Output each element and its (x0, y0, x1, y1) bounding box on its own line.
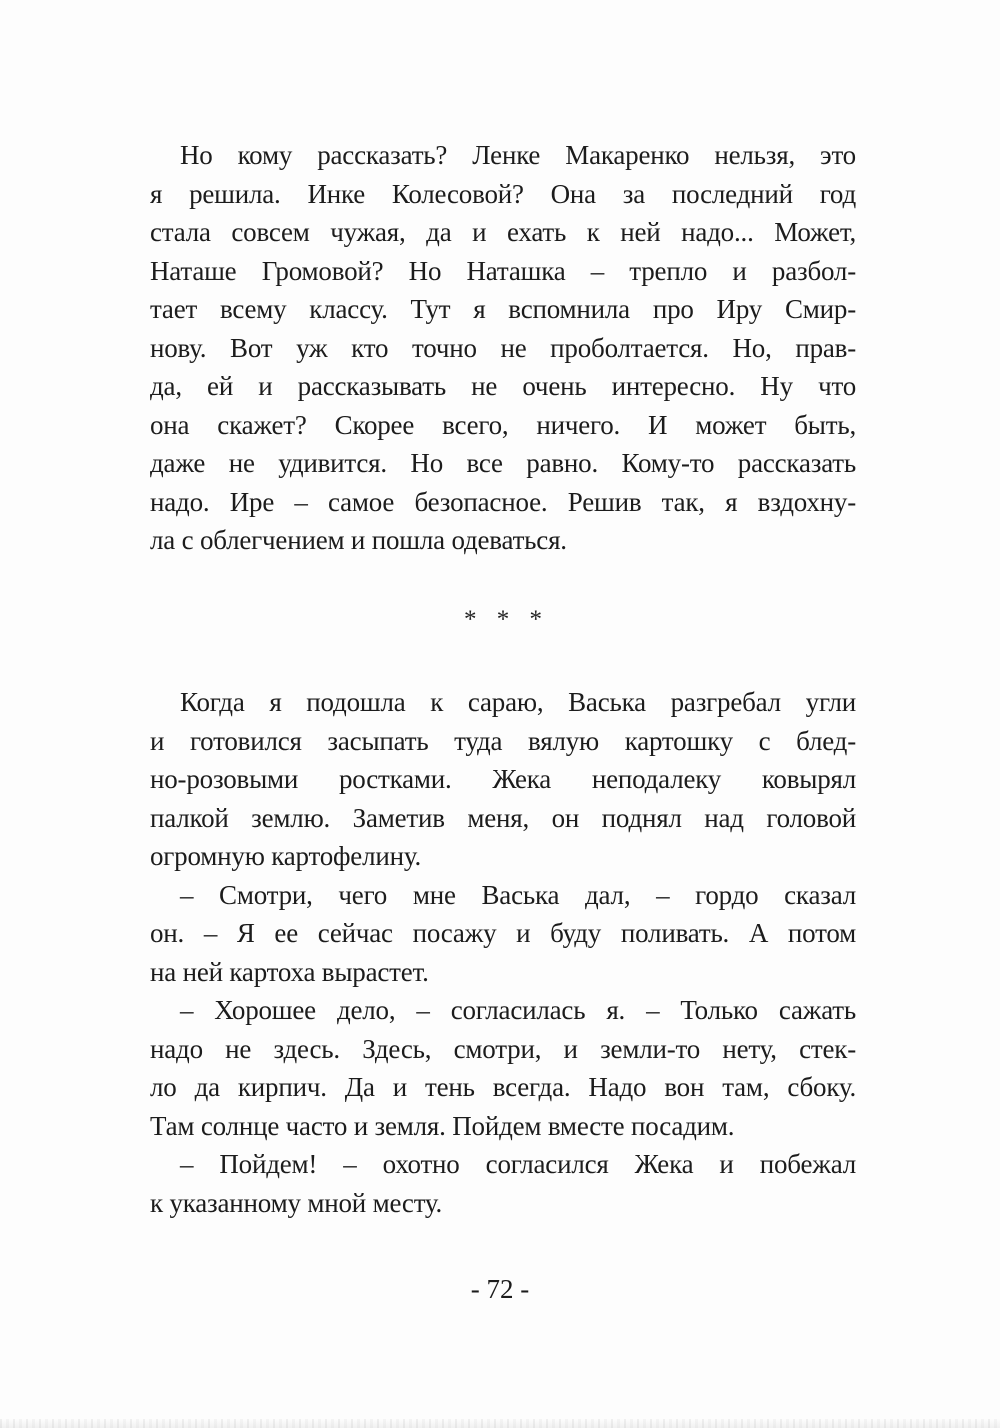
text-line: – Пойдем! – охотно согласился Жека и побежал (180, 1149, 856, 1179)
text-line: Когда я подошла к сараю, Васька разгребал угли (180, 687, 856, 717)
text-line: Но кому рассказать? Ленке Макаренко нельзя, это (180, 140, 856, 170)
text-line: я решила. Инке Колесовой? Она за последний год (150, 178, 856, 209)
text-line: палкой землю. Заметив меня, он поднял над головой (150, 802, 856, 833)
text-line: нову. Вот уж кто точно не проболтается. Но, прав- (150, 332, 856, 363)
paragraph (150, 683, 856, 876)
text-line: ла с облегчением и пошла одеваться. (150, 525, 567, 555)
text-line: Наташе Громовой? Но Наташка – трепло и разбол- (150, 255, 856, 286)
page-number: - 72 - (470, 1274, 530, 1304)
text-line: к указанному мной месту. (150, 1187, 443, 1218)
paragraph (150, 136, 856, 560)
paragraph (150, 991, 856, 1145)
paragraph (150, 1145, 856, 1222)
text-line: да, ей и рассказывать не очень интересно. Ну что (150, 371, 856, 401)
text-line: он. – Я ее сейчас посажу и буду поливать. А потом (150, 918, 856, 948)
text-line: – Смотри, чего мне Васька дал, – гордо сказал (180, 879, 856, 910)
text-line: тает всему классу. Тут я вспомнила про Иру Смир- (150, 294, 856, 324)
paragraph (150, 876, 856, 992)
text-block (150, 136, 856, 1222)
text-line: стала совсем чужая, да и ехать к ней надо... Может, (150, 217, 856, 247)
text-line: – Хорошее дело, – согласилась я. – Только сажать (180, 995, 856, 1025)
text-line: и готовился засыпать туда вялую картошку с блед- (150, 725, 856, 756)
text-line: Там солнце часто и земля. Пойдем вместе посадим. (150, 1110, 735, 1141)
text-line: даже не удивится. Но все равно. Кому-то рассказать (150, 448, 856, 478)
text-line: на ней картоха вырастет. (150, 956, 429, 987)
text-line: ло да кирпич. Да и тень всегда. Надо вон там, сбоку. (150, 1072, 856, 1102)
text-line: огромную картофелину. (150, 841, 421, 871)
scan-edge-artifact (0, 1419, 1000, 1428)
text-line: она скажет? Скорее всего, ничего. И может быть, (150, 409, 856, 440)
text-line: надо. Ире – самое безопасное. Решив так, я вздохну- (150, 486, 856, 517)
text-line: надо не здесь. Здесь, смотри, и земли-то нету, стек- (150, 1033, 856, 1064)
text-line: но-розовыми ростками. Жека неподалеку ковырял (150, 764, 856, 794)
section-break: * * * (464, 605, 549, 633)
